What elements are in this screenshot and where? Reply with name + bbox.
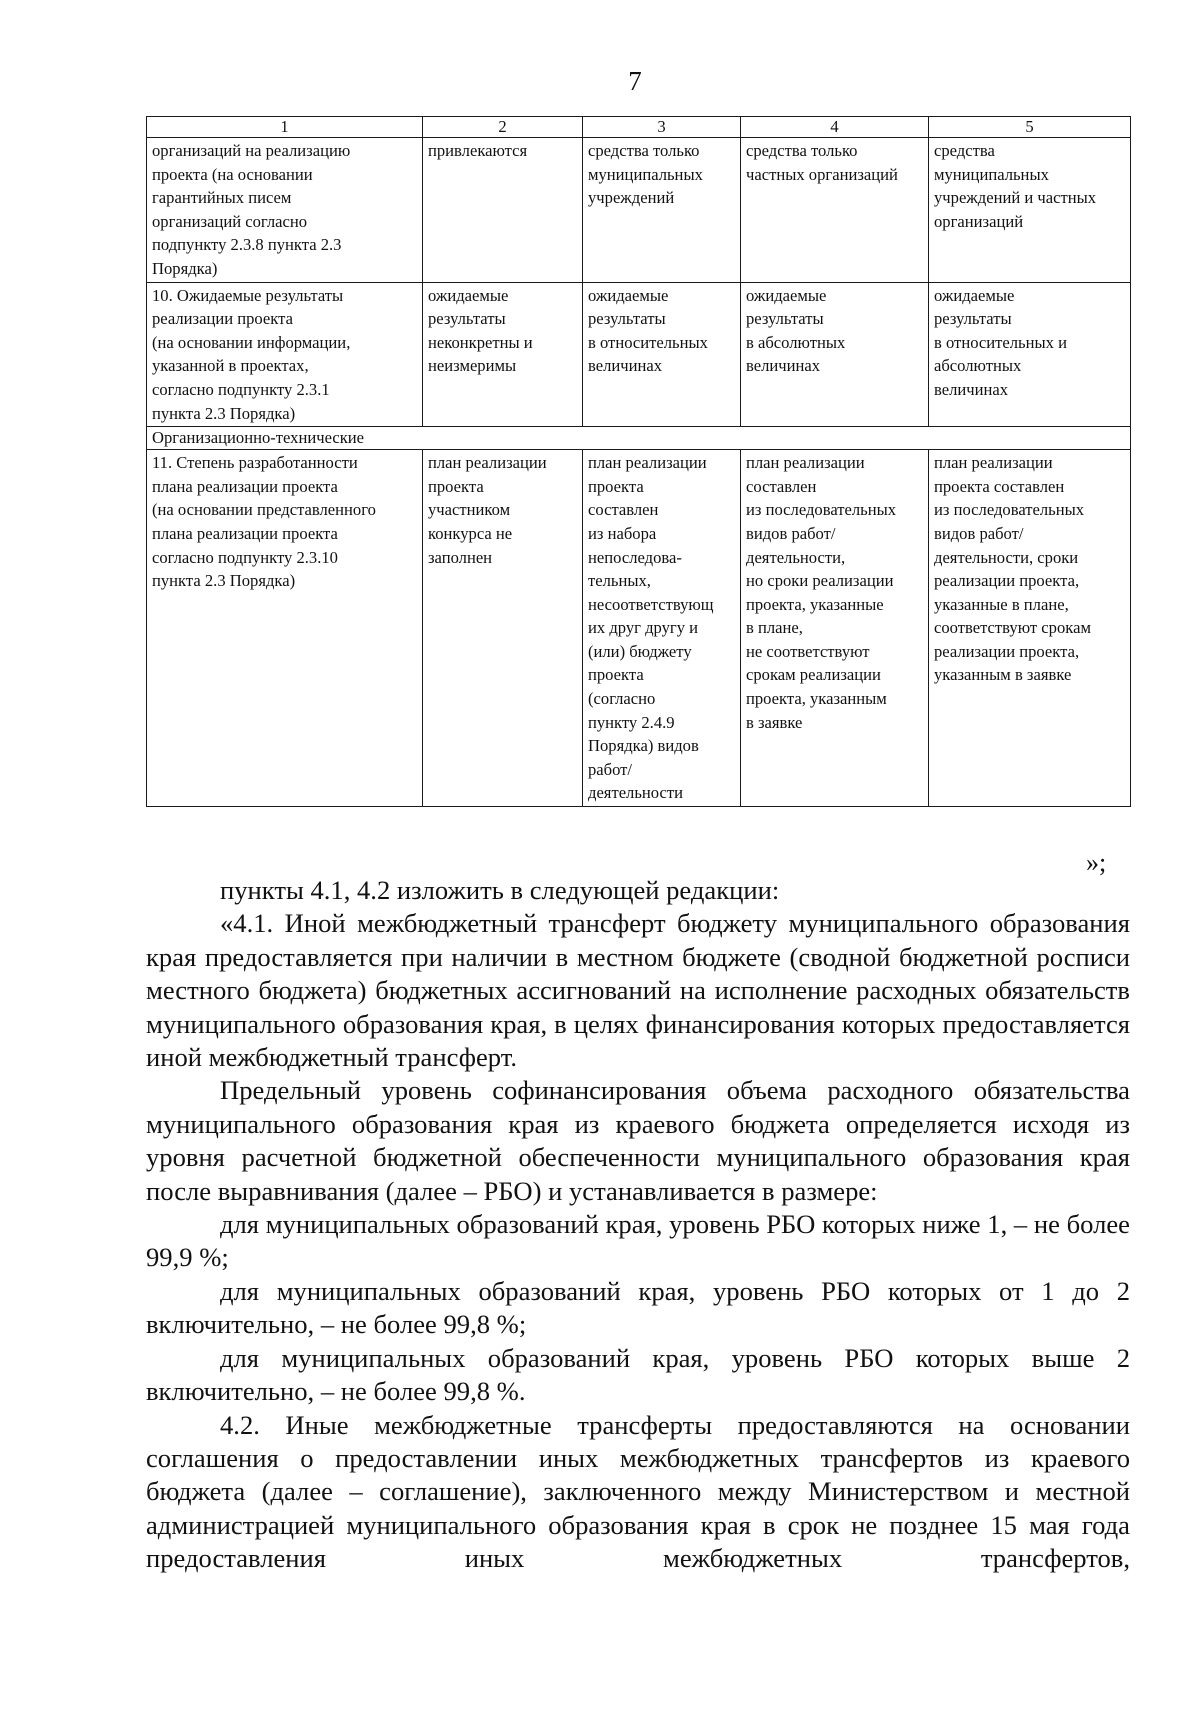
score-cell: план реализации составлен из последовательных видов работ/ деятельности, но сроки реализации проекта, указанные в плане, не соответствуют срокам реализации проекта, указанным в заявке — [741, 450, 929, 807]
closing-quote: »; — [1086, 848, 1107, 877]
paragraph-4-2: 4.2. Иные межбюджетные трансферты предоставляются на основании соглашения о предоставлении иных межбюджетных трансфертов из краевого бюджета (далее – соглашение), заключенного между Министерством и местной администрацией муниципального образования края в срок не позднее 15 мая года предоставления иных межбюджетных трансфертов, — [146, 1409, 1130, 1574]
table-row-plan — [147, 450, 1131, 807]
score-cell: план реализации проекта участником конкурса не заполнен — [423, 450, 583, 807]
paragraph-rbo-1-to-2: для муниципальных образований края, уровень РБО которых от 1 до 2 включительно, – не более 99,8 %; — [146, 1275, 1130, 1340]
score-cell: ожидаемые результаты в относительных и абсолютных величинах — [929, 282, 1131, 427]
criterion-cell: организаций на реализацию проекта (на основании гарантийных писем организаций согласно подпункту 2.3.8 пункта 2.3 Порядка) — [147, 138, 423, 283]
page-number: 7 — [628, 66, 642, 96]
paragraph-cofinancing: Предельный уровень софинансирования объема расходного обязательства муниципального образования края из краевого бюджета определяется исходя из уровня расчетной бюджетной обеспеченности муниципального образования края после выравнивания (далее – РБО) и устанавливается в размере: — [146, 1075, 1130, 1206]
score-cell: средства муниципальных учреждений и частных организаций — [929, 138, 1131, 283]
header-cell: 4 — [741, 117, 929, 138]
score-cell: привлекаются — [423, 138, 583, 283]
score-cell: средства только муниципальных учреждений — [583, 138, 741, 283]
document-body — [146, 874, 1130, 1576]
criterion-cell: 10. Ожидаемые результаты реализации проекта (на основании информации, указанной в проектах, согласно подпункту 2.3.1 пункта 2.3 Порядка) — [147, 282, 423, 427]
paragraph-4-1: «4.1. Иной межбюджетный трансферт бюджету муниципального образования края предоставляется при наличии в местном бюджете (сводной бюджетной росписи местного бюджета) бюджетных ассигнований на исполнение расходных обязательств муниципального образования края, в целях финансирования которых предоставляется иной межбюджетный трансферт. — [146, 908, 1130, 1073]
table-row-results — [147, 282, 1131, 427]
score-cell: план реализации проекта составлен из последовательных видов работ/ деятельности, сроки реализации проекта, указанные в плане, соответствуют срокам реализации проекта, указанным в заявке — [929, 450, 1131, 807]
section-label: Организационно-технические — [147, 427, 1131, 450]
table-section-row — [147, 427, 1131, 450]
criterion-cell: 11. Степень разработанности плана реализации проекта (на основании представленного плана реализации проекта согласно подпункту 2.3.10 пункта 2.3 Порядка) — [147, 450, 423, 807]
criteria-table — [146, 116, 1131, 807]
header-cell: 1 — [147, 117, 423, 138]
score-cell: ожидаемые результаты в абсолютных величинах — [741, 282, 929, 427]
header-cell: 3 — [583, 117, 741, 138]
paragraph-rbo-above-2: для муниципальных образований края, уровень РБО которых выше 2 включительно, – не более 99,8 %. — [146, 1342, 1130, 1407]
paragraph-intro: пункты 4.1, 4.2 изложить в следующей редакции: — [220, 875, 780, 905]
score-cell: ожидаемые результаты в относительных величинах — [583, 282, 741, 427]
score-cell: план реализации проекта составлен из набора непоследова- тельных, несоответствующ их друг другу и (или) бюджету проекта (согласно пункту 2.4.9 Порядка) видов работ/ деятельности — [583, 450, 741, 807]
score-cell: средства только частных организаций — [741, 138, 929, 283]
table-header-row — [147, 117, 1131, 138]
header-cell: 5 — [929, 117, 1131, 138]
paragraph-rbo-below-1: для муниципальных образований края, уровень РБО которых ниже 1, – не более 99,9 %; — [146, 1209, 1130, 1273]
header-cell: 2 — [423, 117, 583, 138]
score-cell: ожидаемые результаты неконкретны и неизмеримы — [423, 282, 583, 427]
table-row-funding — [147, 138, 1131, 283]
